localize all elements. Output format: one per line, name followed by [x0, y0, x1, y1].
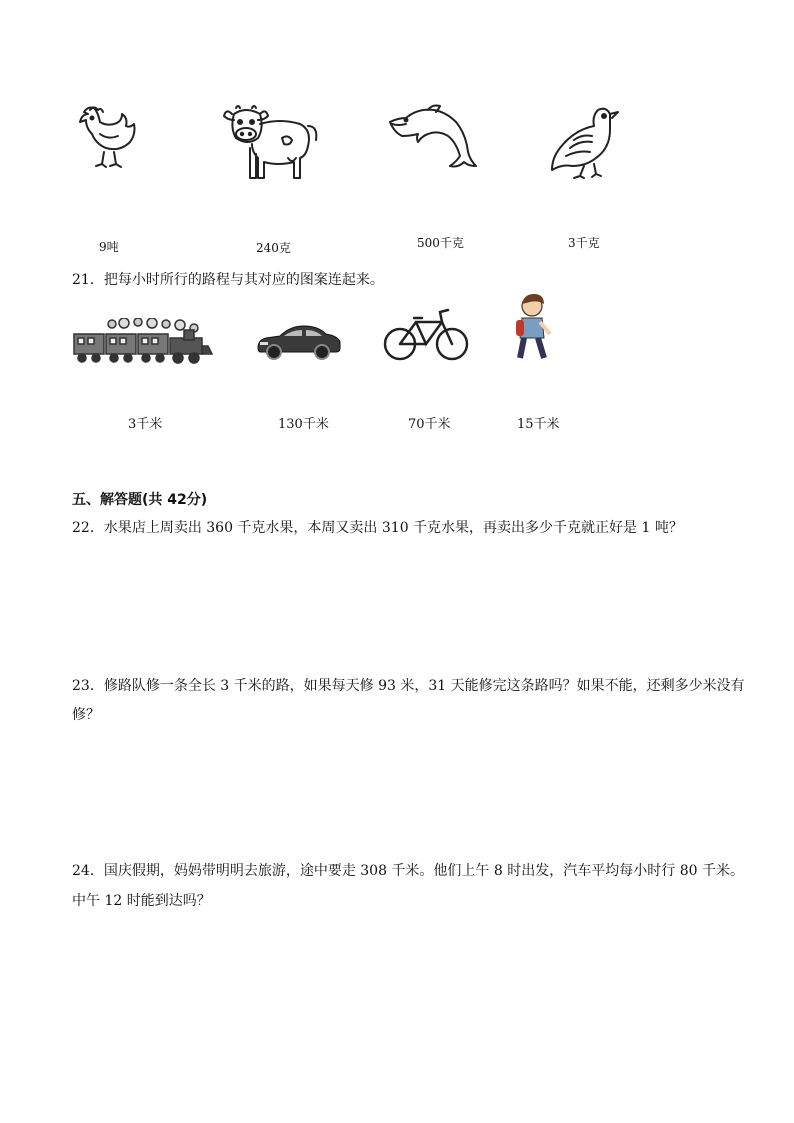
- dolphin-icon: [388, 104, 482, 174]
- animal-label: 3千克: [568, 236, 600, 250]
- distance-label: 3千米: [128, 417, 163, 432]
- bicycle-icon: [382, 304, 470, 364]
- question-24-line1: 24．国庆假期，妈妈带明明去旅游，途中要走 308 千米。他们上午 8 时出发，汽车平均每小时行 80 千米。: [72, 863, 744, 879]
- distance-label: 70千米: [408, 417, 451, 432]
- sparrow-icon: [550, 104, 620, 180]
- cow-icon: [222, 104, 320, 184]
- car-icon: [254, 322, 342, 360]
- animal-label: 240克: [256, 241, 291, 255]
- chicken-icon: [76, 104, 146, 170]
- question-23-line2: 修？: [72, 707, 100, 723]
- train-icon: [72, 318, 214, 364]
- question-24-line2: 中午 12 时能到达吗？: [72, 893, 211, 909]
- animal-label: 500千克: [417, 236, 464, 250]
- question-23-line1: 23．修路队修一条全长 3 千米的路，如果每天修 93 米，31 天能修完这条路吗？如果不能，还剩多少米没有: [72, 678, 745, 694]
- walking-boy-icon: [510, 294, 558, 362]
- section-title: 五、解答题(共 42分): [72, 492, 208, 508]
- question-21: 21．把每小时所行的路程与其对应的图案连起来。: [72, 272, 384, 288]
- animal-label: 9吨: [99, 240, 119, 254]
- question-22: 22．水果店上周卖出 360 千克水果，本周又卖出 310 千克水果，再卖出多少千克就正好是 1 吨？: [72, 520, 683, 536]
- distance-label: 15千米: [517, 417, 560, 432]
- distance-label: 130千米: [278, 417, 329, 432]
